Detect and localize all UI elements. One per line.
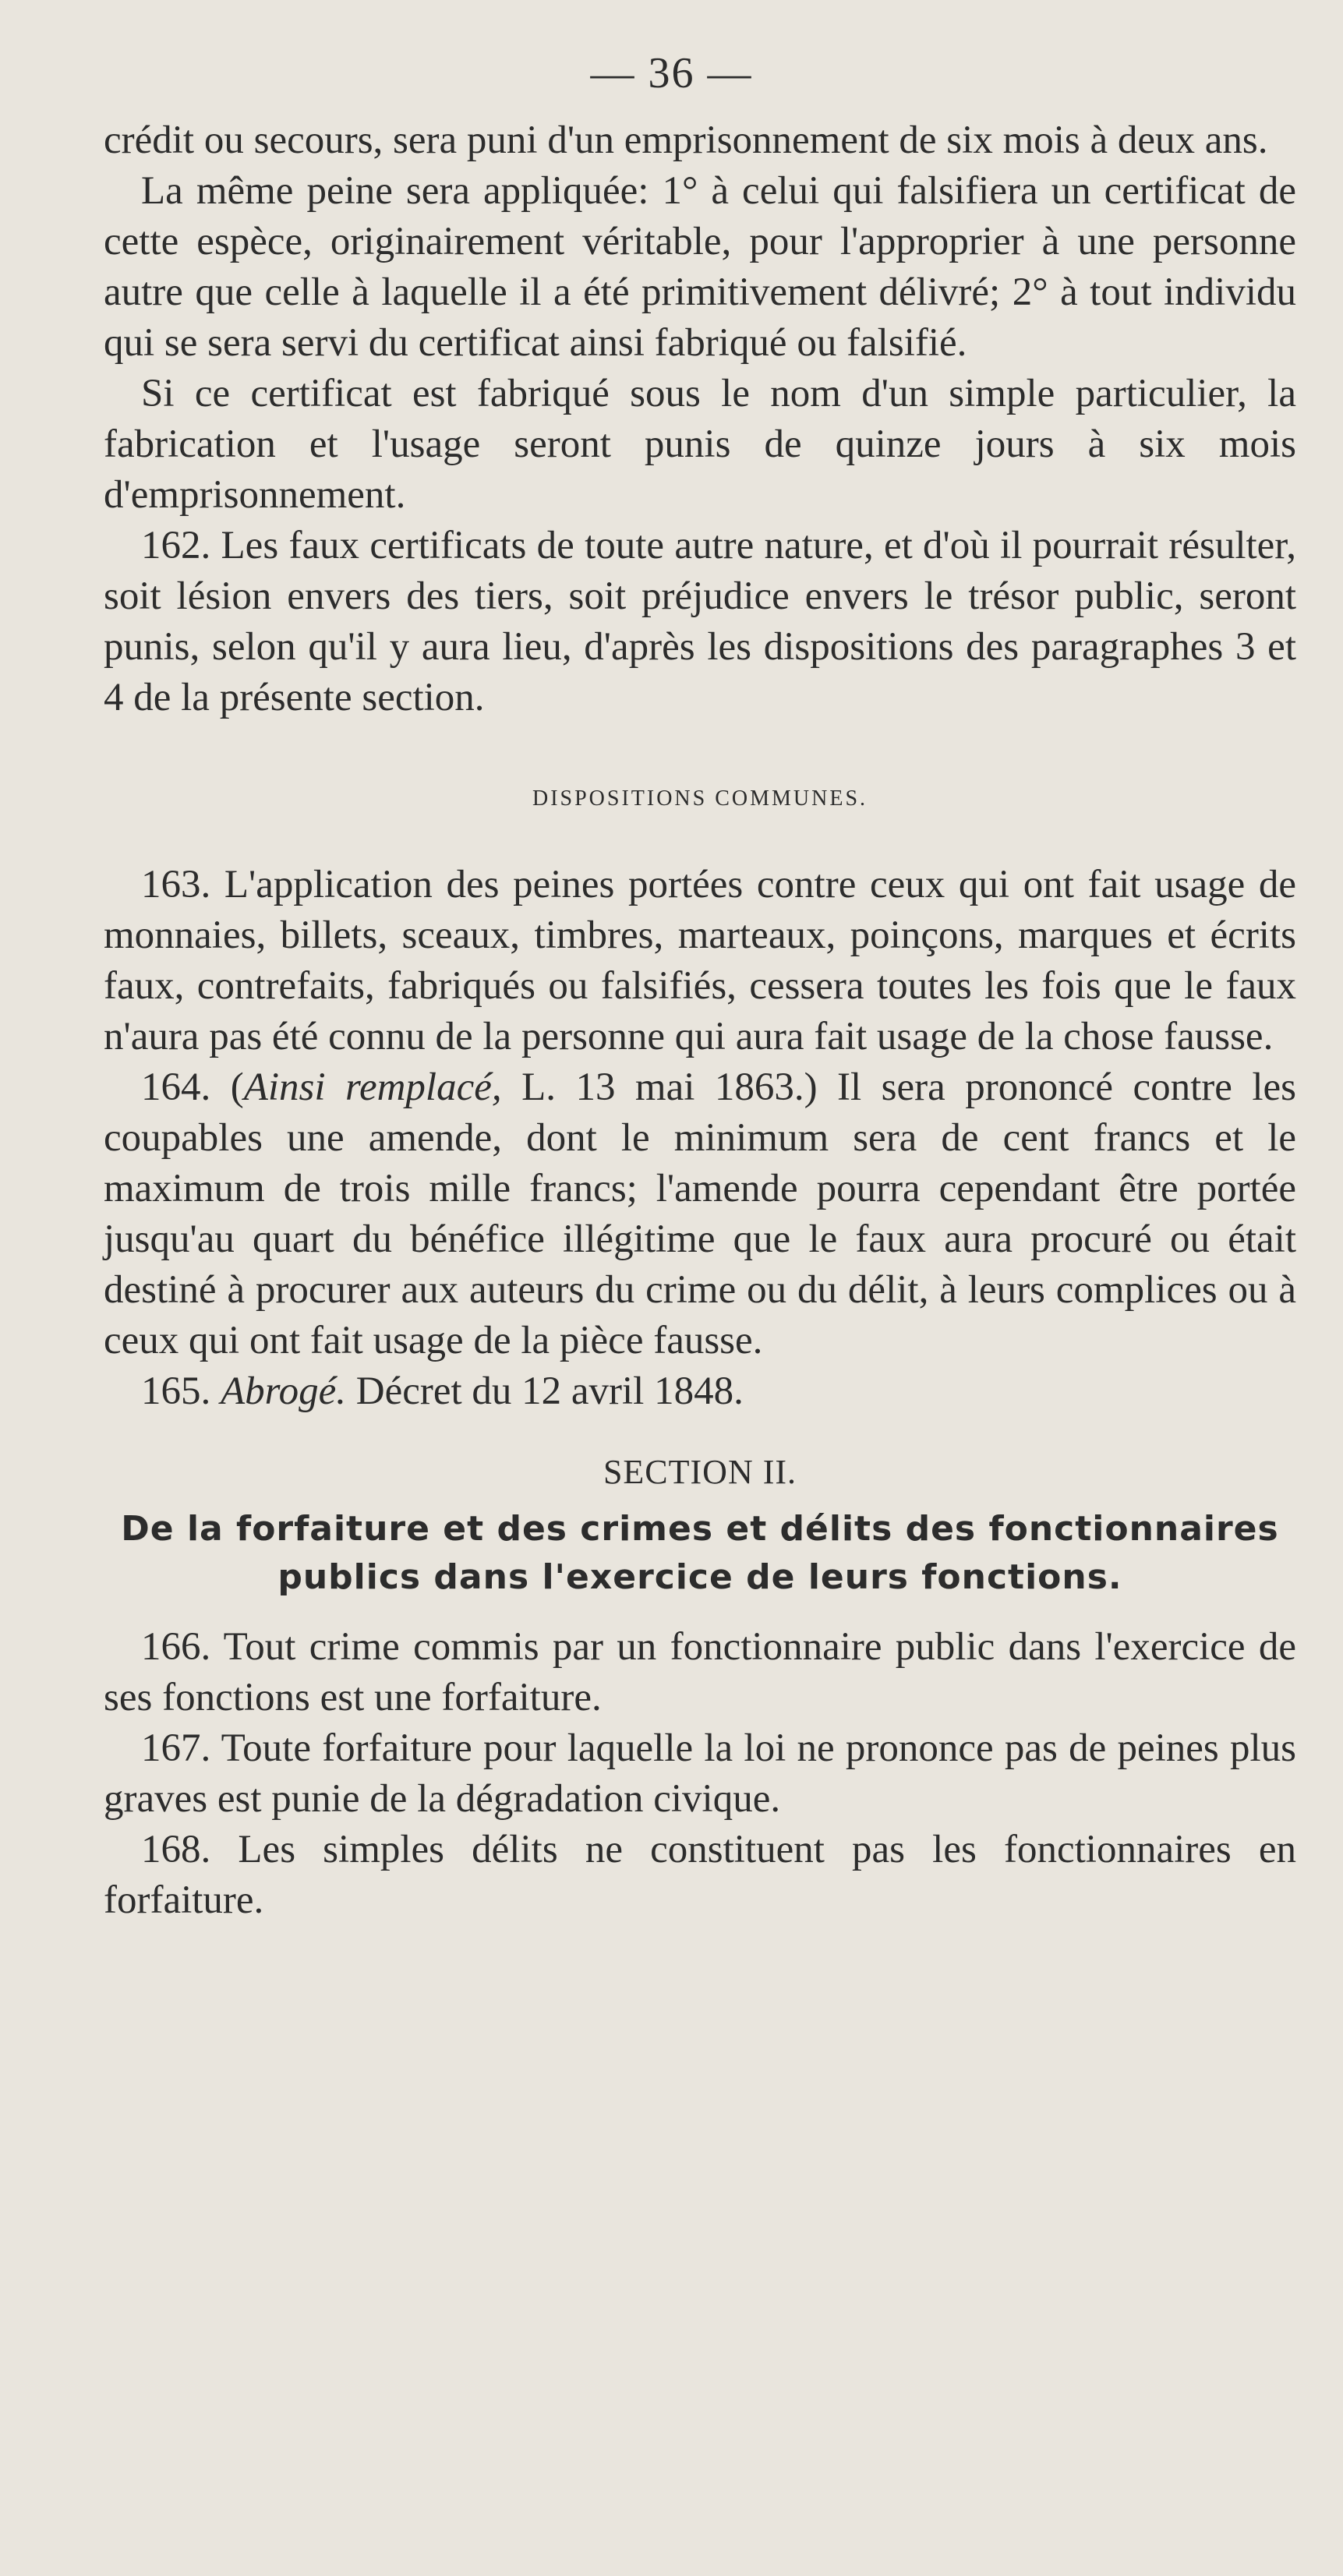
page-number: — 36 — [590, 49, 753, 97]
article-164-number: 164. ( [141, 1065, 244, 1109]
article-165-text: Décret du 12 avril 1848. [346, 1369, 744, 1413]
body-text [104, 115, 1296, 1926]
article-167: 167. Toute forfaiture pour laquelle la loi ne prononce pas de peines plus graves est punie de la dégradation civique. [104, 1726, 1296, 1821]
article-163: 163. L'application des peines portées contre ceux qui ont fait usage de monnaies, billets, sceaux, timbres, marteaux, poinçons, marques et écrits faux, contrefaits, fabriqués ou falsifiés, cessera toutes les fois que le faux n'aura pas été connu de la personne qui aura fait usage de la chose fausse. [104, 863, 1296, 1058]
article-164 [104, 1062, 1296, 1366]
paragraph: crédit ou secours, sera puni d'un emprisonnement de six mois à deux ans. [104, 118, 1268, 162]
article-164-text: Il sera prononcé contre les coupables une amende, dont le minimum sera de cent francs et le maximum de trois mille francs; l'amende pourra cependant être portée jusqu'au quart du bénéfice illégitime que le faux aura procuré ou était destiné à procurer aux auteurs du crime ou du délit, à leurs complices ou à ceux qui ont fait usage de la pièce fausse. [104, 1065, 1296, 1362]
article-162: 162. Les faux certificats de toute autre nature, et d'où il pourrait résulter, soit lésion envers des tiers, soit préjudice envers le trésor public, seront punis, selon qu'il y aura lieu, d'après les dispositions des paragraphes 3 et 4 de la présente section. [104, 524, 1296, 719]
section-subtitle: De la forfaiture et des crimes et délits des fonctionnaires publics dans l'exercice de leurs fonctions. [121, 1509, 1279, 1597]
section-title: SECTION II. [603, 1453, 797, 1491]
article-165-status: Abrogé. [221, 1369, 346, 1413]
paragraph: La même peine sera appliquée: 1° à celui qui falsifiera un certificat de cette espèce, originairement véritable, pour l'approprier à une personne autre que celle à laquelle il a été primitivement délivré; 2° à tout individu qui se sera servi du certificat ainsi fabriqué ou falsifié. [104, 169, 1296, 365]
article-168: 168. Les simples délits ne constituent pas les fonctionnaires en forfaiture. [104, 1828, 1296, 1922]
article-164-amendment: Ainsi remplacé, [243, 1065, 502, 1109]
article-165-number: 165. [141, 1369, 221, 1413]
article-164-reference: L. 13 mai 1863.) [501, 1065, 818, 1109]
article-165 [104, 1366, 1296, 1417]
paragraph: Si ce certificat est fabriqué sous le nom d'un simple particulier, la fabrication et l'usage seront punis de quinze jours à six mois d'emprisonnement. [104, 372, 1296, 517]
heading-dispositions-communes: DISPOSITIONS COMMUNES. [532, 786, 868, 811]
article-166: 166. Tout crime commis par un fonctionnaire public dans l'exercice de ses fonctions est une forfaiture. [104, 1625, 1296, 1719]
